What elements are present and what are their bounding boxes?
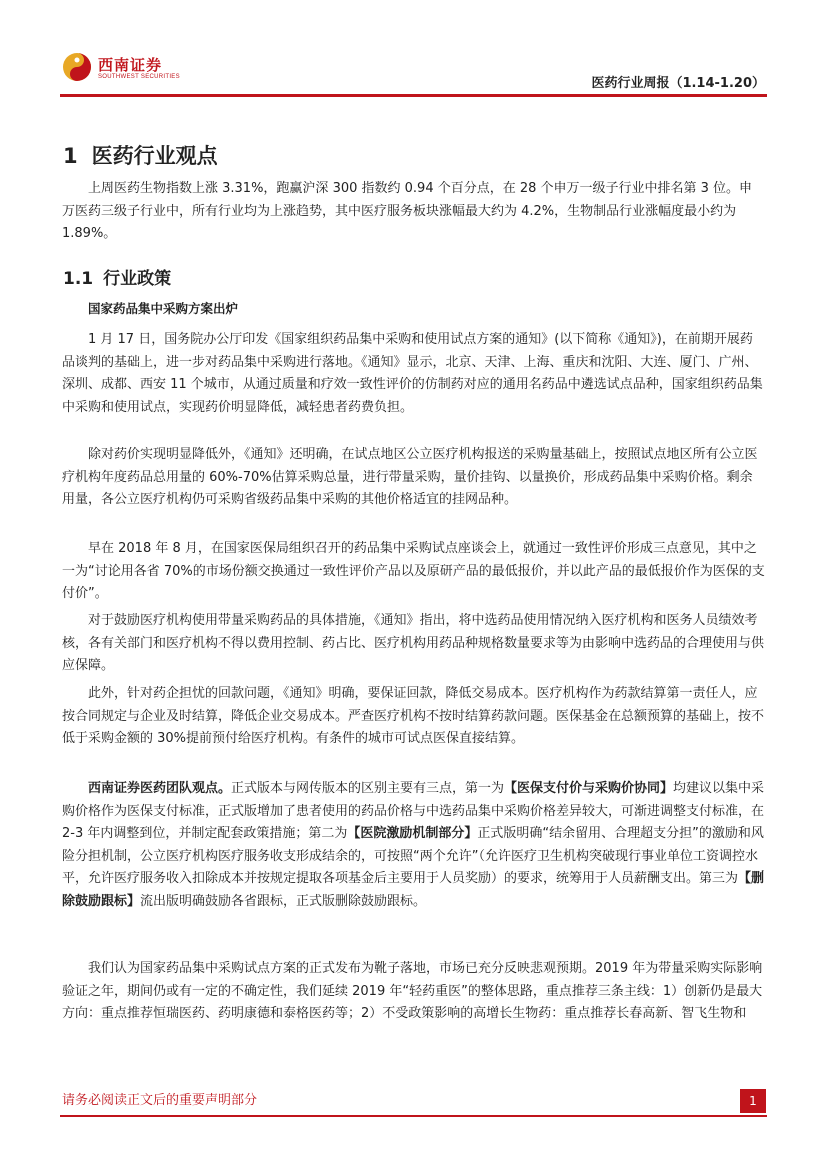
- subsection-number: 1.1: [63, 269, 94, 289]
- team-view-text-2: 均建议以集中采购价格作为医保支付标准，正式版增加了患者使用的药品价格与中选药品集中采购价格差异较大，可渐进调整支付标准，在 2-3 年内调整到位，并制定配套政策措施；第二为: [62, 781, 765, 841]
- team-view-point-2: 【医院激励机制部分】: [347, 826, 478, 841]
- logo-emblem-icon: [62, 52, 92, 82]
- logo-english-name: SOUTHWEST SECURITIES: [98, 74, 180, 80]
- paragraph-2: 除对药价实现明显降低外，《通知》还明确，在试点地区公立医疗机构报送的采购量基础上，按照试点地区所有公立医疗机构年度药品总用量的 60%-70%估算采购总量，进行带量采购，量价挂钩、以量换价，形成药品集中采购价格。剩余用量，各公立医疗机构仍可采购省级药品集中采购的其他价格适宜的挂网品种。: [62, 447, 758, 507]
- company-logo: [62, 50, 182, 90]
- subsection-heading: [63, 264, 171, 289]
- paragraph-5: 此外，针对药企担忧的回款问题，《通知》明确，要保证回款，降低交易成本。医疗机构作为药款结算第一责任人，应按合同规定与企业及时结算，降低企业交易成本。严查医疗机构不按时结算药款问题。医保基金在总额预算的基础上，按不低于采购金额的 30%提前预付给医疗机构。有条件的城市可试点医保直接结算。: [62, 686, 765, 746]
- paragraph-1: 1 月 17 日，国务院办公厅印发《国家组织药品集中采购和使用试点方案的通知》(以下简称《通知》)，在前期开展药品谈判的基础上，进一步对药品集中采购进行落地。《通知》显示，北京、天津、上海、重庆和沈阳、大连、厦门、广州、深圳、成都、西安 11 个城市，从通过质量和疗效一致性评价的仿制药对应的通用名药品中遴选试点品种，国家组织药品集中采购和使用试点，实现药价明显降低，减轻患者药费负担。: [62, 332, 763, 415]
- paragraph-4: 对于鼓励医疗机构使用带量采购药品的具体措施，《通知》指出，将中选药品使用情况纳入医疗机构和医务人员绩效考核，各有关部门和医疗机构不得以费用控制、药占比、医疗机构用药品种规格数量要求等为由影响中选药品的合理使用与供应保障。: [62, 613, 765, 673]
- team-view-point-1: 【医保支付价与采购价协同】: [504, 781, 674, 796]
- intro-paragraph: 上周医药生物指数上涨 3.31%，跑赢沪深 300 指数约 0.94 个百分点，在 28 个申万一级子行业中排名第 3 位。申万医药三级子行业中，所有行业均为上涨趋势，其中医疗服务板块涨幅最大约为 4.2%，生物制品行业涨幅度最小约为 1.89%。: [62, 181, 753, 241]
- team-view-text-3: 正式版明确“结余留用、合理超支分担”的激励和风险分担机制，公立医疗机构医疗服务收支形成结余的，可按照“两个允许”（允许医疗卫生机构突破现行事业单位工资调控水平，允许医疗服务收入扣除成本并按规定提取各项基金后主要用于人员奖励）的要求，统筹用于人员薪酬支出。第三为: [62, 826, 764, 886]
- paragraph-conclusion: 我们认为国家药品集中采购试点方案的正式发布为靴子落地，市场已充分反映悲观预期。2019 年为带量采购实际影响验证之年，期间仍或有一定的不确定性，我们延续 2019 年“轻药重医”的整体思路，重点推荐三条主线：1）创新仍是最大方向：重点推荐恒瑞医药、药明康德和泰格医药等；2）不受政策影响的高增长生物药：重点推荐长春高新、智飞生物和: [62, 961, 763, 1021]
- disclaimer-notice: 请务必阅读正文后的重要声明部分: [62, 1093, 258, 1108]
- paragraph-3: 早在 2018 年 8 月，在国家医保局组织召开的药品集中采购试点座谈会上，就通过一致性评价形成三点意见，其中之一为“讨论用各省 70%的市场份额交换通过一致性评价产品以及原研产品的最低报价，并以此产品的最低报价作为医保的支付价”。: [62, 541, 765, 601]
- team-view-text-1: 正式版本与网传版本的区别主要有三点，第一为: [231, 781, 505, 796]
- team-view-lead: 西南证券医药团队观点。: [88, 781, 232, 796]
- subsection-title: 行业政策: [103, 269, 172, 289]
- report-title: 医药行业周报（1.14-1.20）: [591, 76, 765, 91]
- footer-divider: [60, 1115, 767, 1117]
- section-title: 医药行业观点: [91, 144, 218, 168]
- section-heading: [63, 140, 218, 170]
- team-view-text-4: 流出版明确鼓励各省跟标，正式版删除鼓励跟标。: [140, 893, 427, 909]
- page-number: 1: [740, 1089, 766, 1113]
- paragraph-team-view: [62, 778, 765, 913]
- topic-heading: 国家药品集中采购方案出炉: [88, 301, 239, 316]
- section-number: 1: [63, 144, 78, 168]
- team-view-point-3: 【删除鼓励跟标】: [62, 871, 765, 909]
- logo-chinese-name: 西南证券: [98, 56, 163, 74]
- header-divider: [60, 94, 767, 97]
